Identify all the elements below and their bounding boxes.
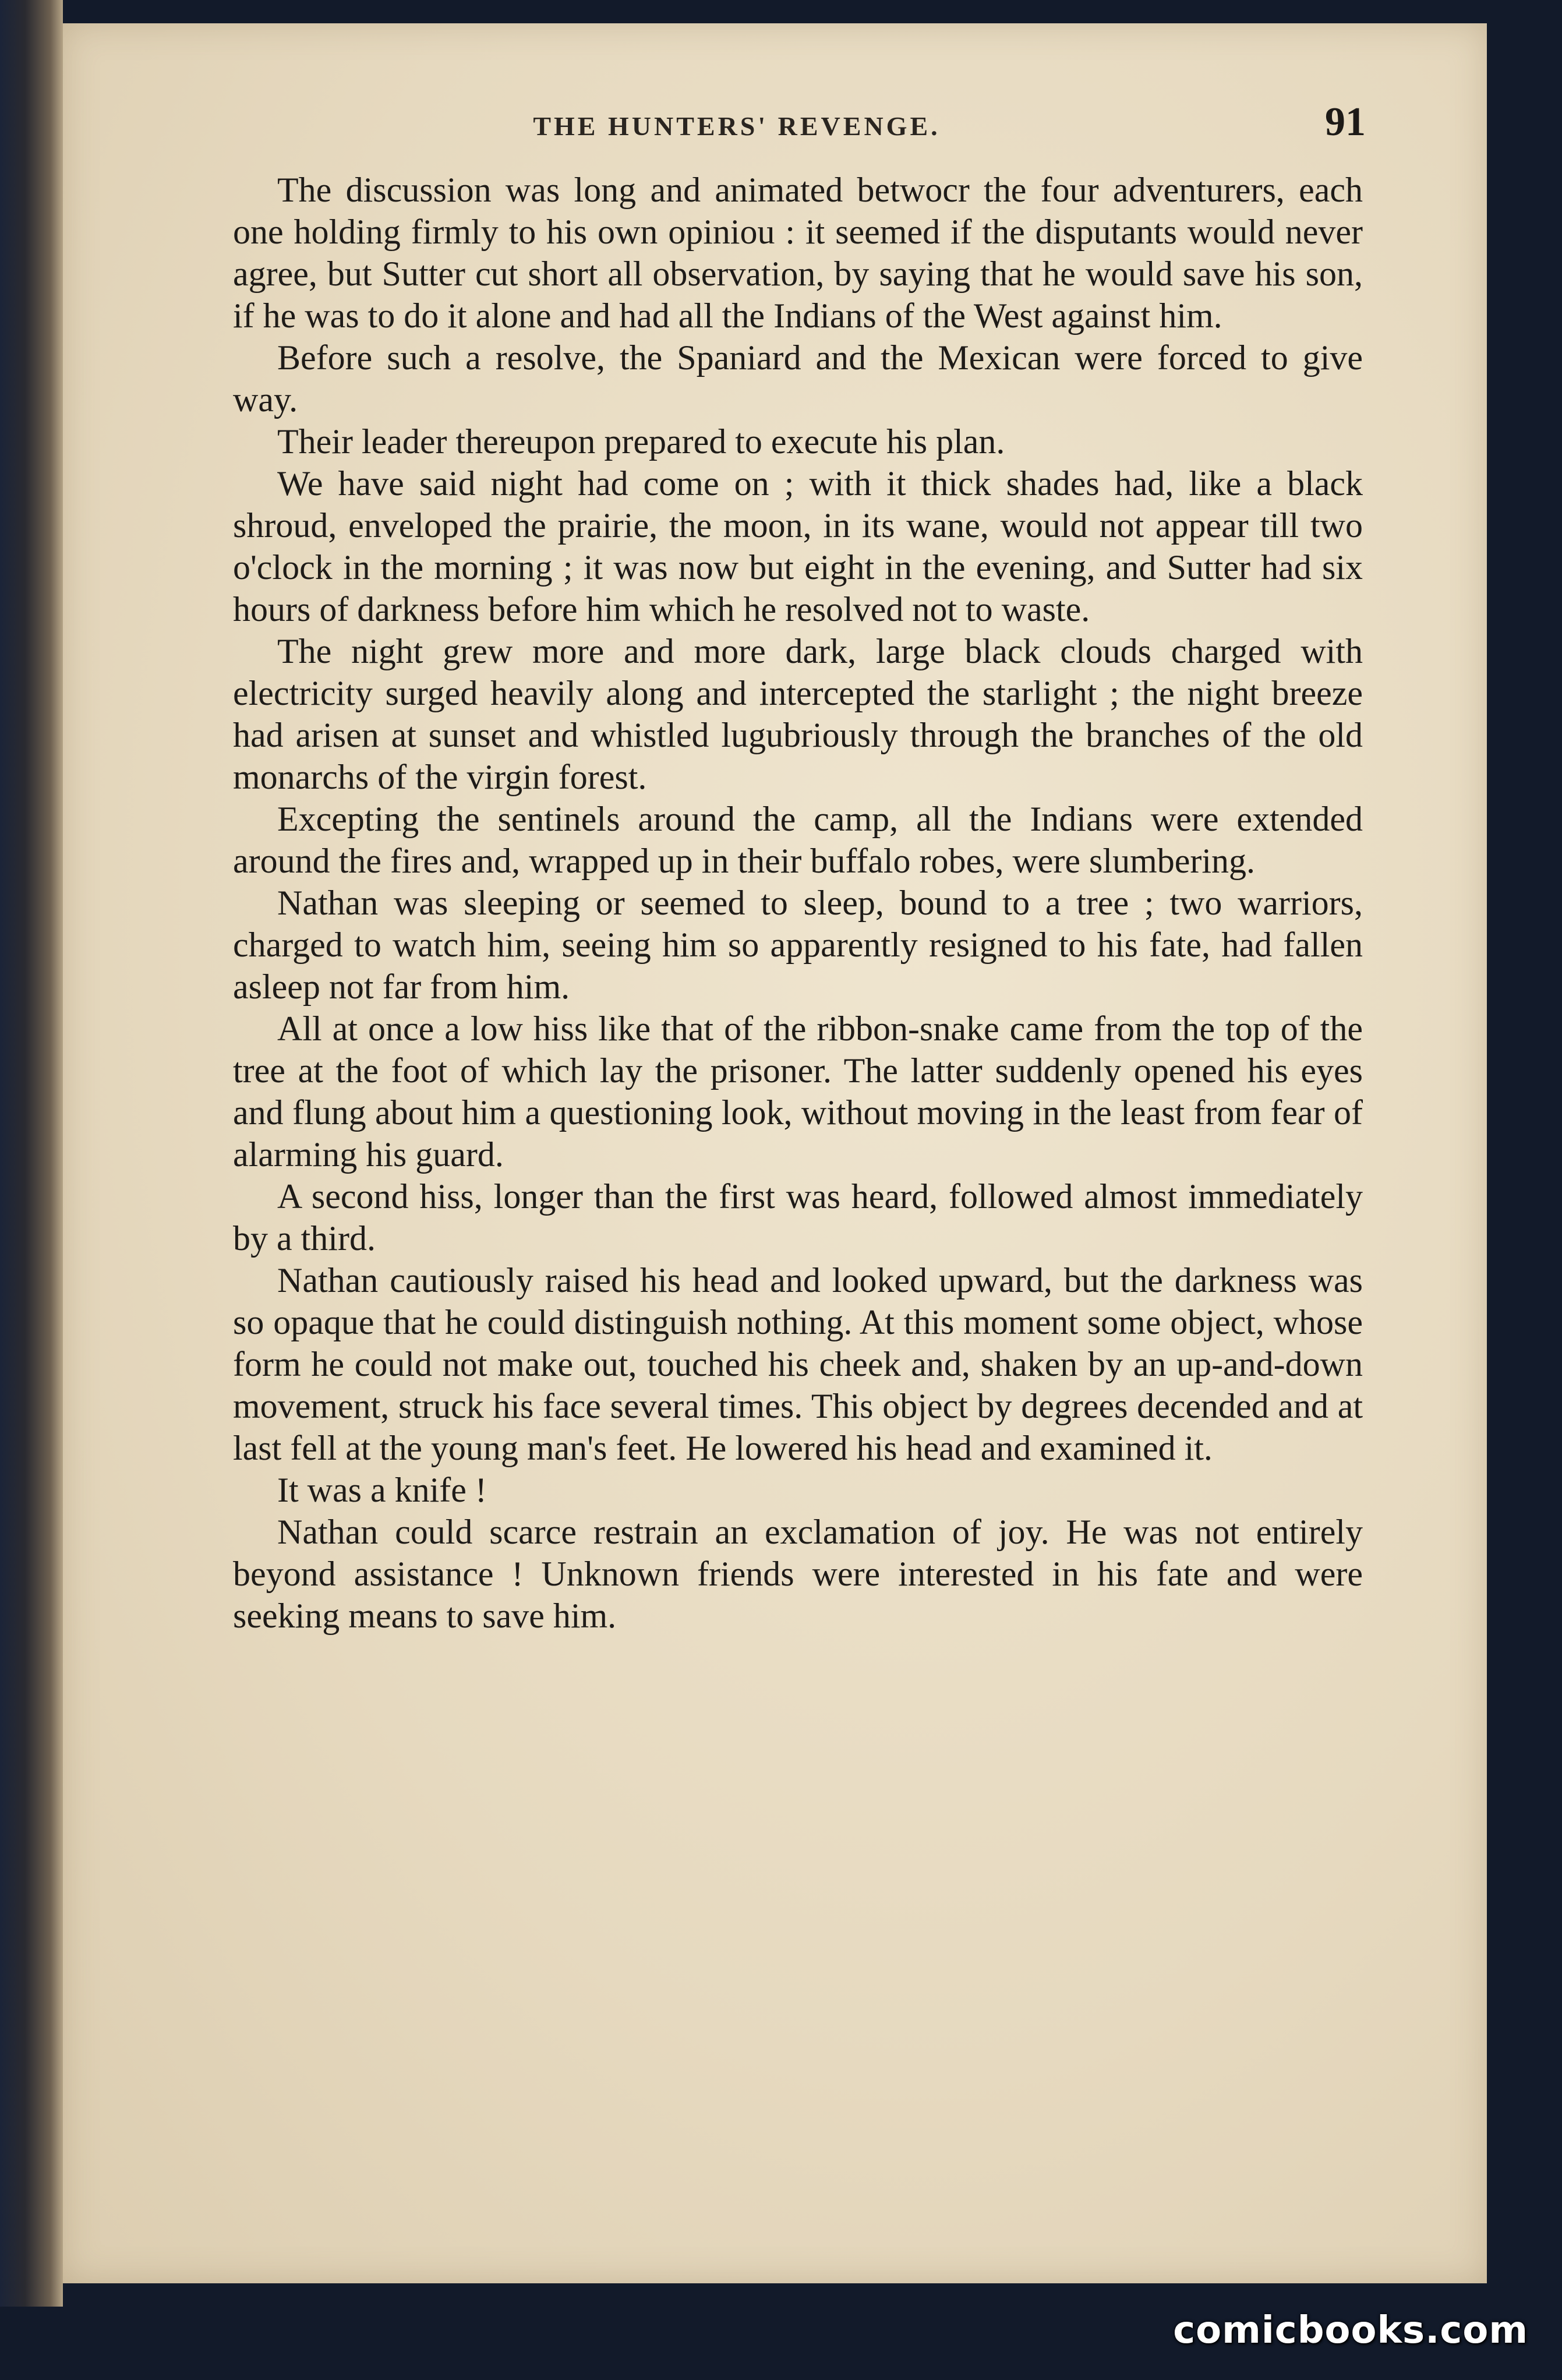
paragraph: Nathan cautiously raised his head and looked upward, but the darkness was so opaque that he could distinguish nothing. At this moment some object, whose form he could not make out, touched his cheek and, shaken by an up-and-down movement, struck his face several times. This object by degrees decended and at last fell at the young man's feet. He lowered his head and examined it. (233, 1261, 1363, 1467)
paragraph: The discussion was long and animated betwocr the four adventurers, each one holding firmly to his own opiniou : it seemed if the disputants would never agree, but Sutter cut short all observation, by saying that he would save his son, if he was to do it alone and had all the Indians of the West against him. (233, 171, 1363, 335)
watermark-logo: comicbooks.com (1173, 2309, 1528, 2352)
paragraph: Excepting the sentinels around the camp, all the Indians were extended around the fires and, wrapped up in their buffalo robes, were slumbering. (233, 800, 1363, 880)
paragraph: Nathan was sleeping or seemed to sleep, bound to a tree ; two warriors, charged to watch him, seeing him so apparently resigned to his fate, had fallen asleep not far from him. (233, 884, 1363, 1006)
paragraph: It was a knife ! (277, 1471, 487, 1509)
paragraph: A second hiss, longer than the first was heard, followed almost immediately by a third. (233, 1177, 1363, 1258)
page-number: 91 (1325, 100, 1366, 144)
book-gutter (0, 0, 63, 2307)
paragraph: Their leader thereupon prepared to execute his plan. (277, 422, 1005, 461)
page-header (143, 87, 1366, 157)
paragraph: All at once a low hiss like that of the ribbon-snake came from the top of the tree at the foot of which lay the prisoner. The latter suddenly opened his eyes and flung about him a questioning look, without moving in the least from fear of alarming his guard. (233, 1009, 1363, 1174)
paragraph: We have said night had come on ; with it thick shades had, like a black shroud, enveloped the prairie, the moon, in its wane, would not appear till two o'clock in the morning ; it was now but eight in the evening, and Sutter had six hours of darkness before him which he resolved not to waste. (233, 464, 1363, 628)
paragraph: Nathan could scarce restrain an exclamation of joy. He was not entirely beyond assistance ! Unknown friends were interested in his fate and were seeking means to save him. (233, 1513, 1363, 1635)
running-head: THE HUNTERS' REVENGE. (533, 111, 941, 141)
paragraph: Before such a resolve, the Spaniard and the Mexican were forced to give way. (233, 338, 1363, 419)
paragraph: The night grew more and more dark, large black clouds charged with electricity surged heavily along and intercepted the starlight ; the night breeze had arisen at sunset and whistled lugubriously through the branches of the old monarchs of the virgin forest. (233, 632, 1363, 796)
body-text (233, 169, 1363, 1637)
